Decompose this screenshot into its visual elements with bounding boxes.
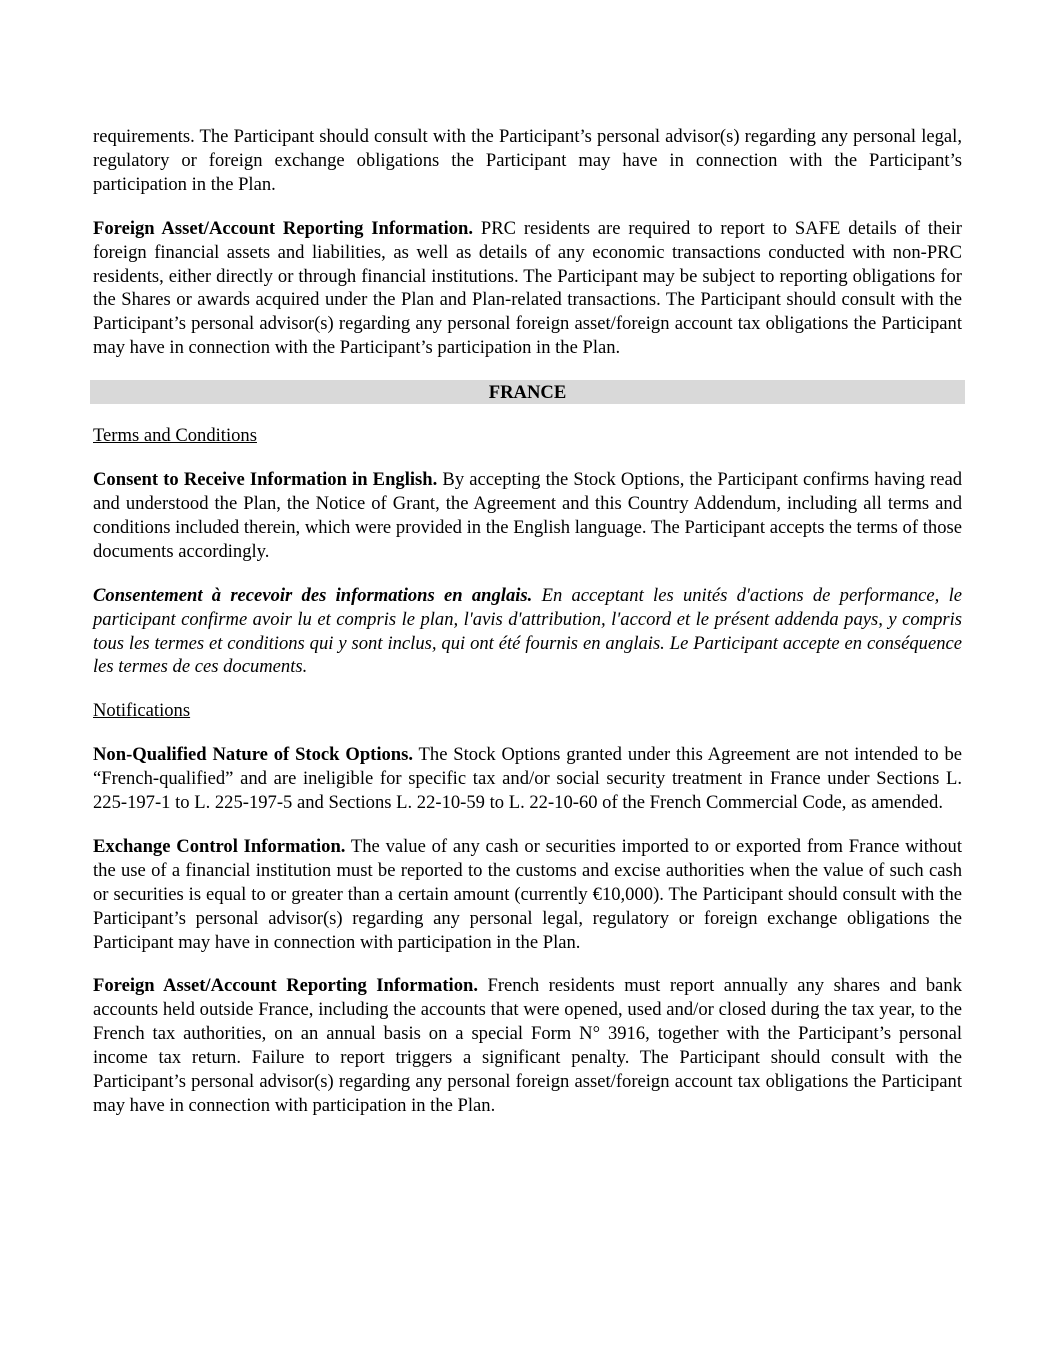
- exchange-control-text: The value of any cash or securities imported to or exported from France without the use of a financial institution must be reported to the customs and excise authorities when the value of such cash or securities is equal to or greater than a certain amount (currently €10,000). The Participant should consult with the Participant’s personal advisor(s) regarding any personal legal, regulatory or foreign exchange obligations the Participant may have in connection with participation in the Plan.: [93, 835, 962, 953]
- consent-french-paragraph: [93, 584, 962, 680]
- consent-french-heading: Consentement à recevoir des informations en anglais.: [93, 584, 533, 606]
- exchange-control-paragraph: [93, 835, 962, 955]
- non-qualified-text: The Stock Options granted under this Agreement are not intended to be “French-qualified” and are ineligible for specific tax and/or social security treatment in France under Sections L. 225-197-1 to L. 225-197-5 and Sections L. 22-10-59 to L. 22-10-60 of the French Commercial Code, as amended.: [93, 744, 962, 814]
- consent-english-text: By accepting the Stock Options, the Participant confirms having read and understood the Plan, the Notice of Grant, the Agreement and this Country Addendum, including all terms and conditions included therein, which were provided in the English language. The Participant accepts the terms of those documents accordingly.: [93, 469, 962, 562]
- prc-foreign-asset-heading: Foreign Asset/Account Reporting Information.: [93, 217, 474, 239]
- notifications-heading: Notifications: [93, 700, 191, 722]
- non-qualified-heading: Non-Qualified Nature of Stock Options.: [93, 744, 414, 766]
- document-page: [93, 125, 962, 1138]
- france-foreign-asset-text: French residents must report annually any shares and bank accounts held outside France, including the accounts that were opened, used and/or closed during the tax year, to the French tax authorities, on an annual basis on a special Form N° 3916, together with the Participant’s personal income tax return. Failure to report triggers a significant penalty. The Participant should consult with the Participant’s personal advisor(s) regarding any personal foreign asset/foreign account tax obligations the Participant may have in connection with participation in the Plan.: [93, 975, 962, 1116]
- exchange-control-heading: Exchange Control Information.: [93, 835, 346, 857]
- consent-english-heading: Consent to Receive Information in English.: [93, 469, 438, 491]
- consent-french-text: En acceptant les unités d'actions de performance, le participant confirme avoir lu et compris le plan, l'avis d'attribution, l'accord et le présent addenda pays, y compris tous les termes et conditions qui y sont inclus, qui ont été fournis en anglais. Le Participant accepte en conséquence les termes de ces documents.: [93, 584, 962, 678]
- prc-foreign-asset-text: PRC residents are required to report to SAFE details of their foreign financial assets and liabilities, as well as details of any economic transactions conducted with non-PRC residents, either directly or through financial institutions. The Participant may be subject to reporting obligations for the Shares or awards acquired under the Plan and Plan-related transactions. The Participant should consult with the Participant’s personal advisor(s) regarding any personal foreign asset/foreign account tax obligations the Participant may have in connection with the Participant’s participation in the Plan.: [93, 217, 963, 359]
- terms-and-conditions-heading: Terms and Conditions: [93, 425, 257, 447]
- non-qualified-paragraph: [93, 743, 962, 815]
- france-foreign-asset-paragraph: [93, 974, 962, 1117]
- prc-continuation-text: requirements. The Participant should consult with the Participant’s personal advisor(s) regarding any personal legal, regulatory or foreign exchange obligations the Participant may have in connection with the Participant’s participation in the Plan.: [93, 126, 962, 195]
- france-foreign-asset-heading: Foreign Asset/Account Reporting Information.: [93, 975, 478, 997]
- france-section-title: FRANCE: [90, 380, 965, 404]
- consent-english-paragraph: [93, 468, 962, 564]
- prc-continuation-paragraph: [93, 125, 962, 197]
- prc-foreign-asset-paragraph: [93, 217, 962, 360]
